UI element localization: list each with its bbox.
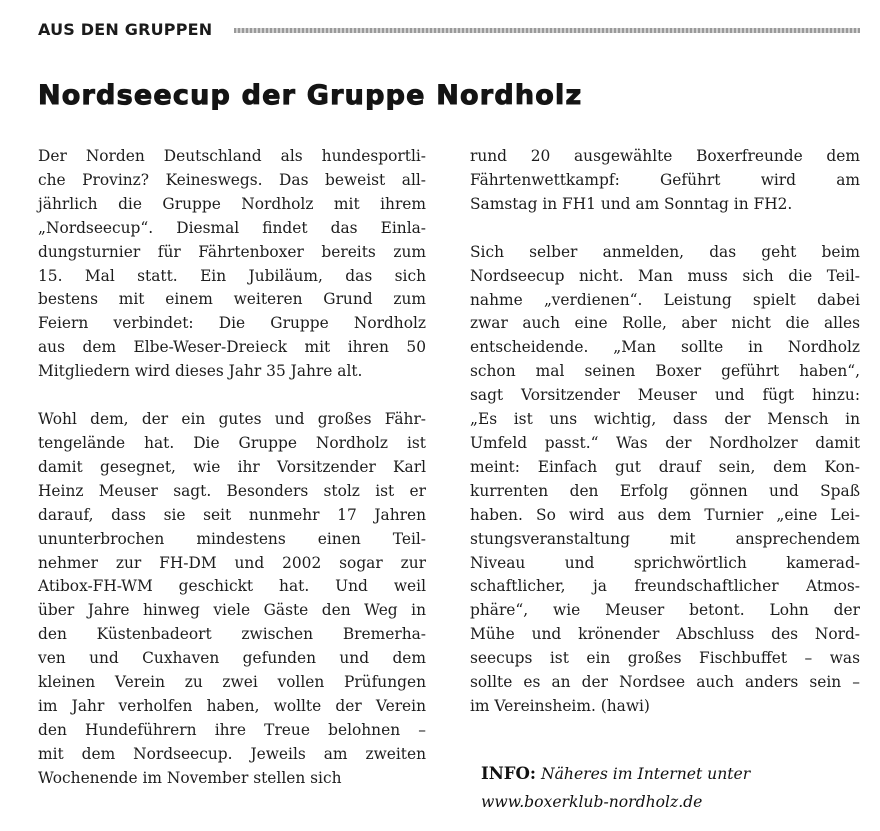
text-line: meint: Einfach gut drauf sein, dem Kon- <box>470 457 860 476</box>
text-line: kleinen Verein zu zwei vollen Prüfungen <box>38 673 426 692</box>
text-line: tengelände hat. Die Gruppe Nordholz ist <box>38 433 426 452</box>
text-line: jährlich die Gruppe Nordholz mit ihrem <box>38 194 426 213</box>
text-line: über Jahre hinweg viele Gäste den Weg in <box>38 601 426 620</box>
text-line: im Vereinsheim. (hawi) <box>470 696 650 715</box>
info-label: INFO: <box>481 764 536 783</box>
text-line: Feiern verbindet: Die Gruppe Nordholz <box>38 314 426 333</box>
text-line: schaftlicher, ja freundschaftlicher Atmos- <box>470 577 860 596</box>
text-line: ven und Cuxhaven gefunden und dem <box>38 649 426 668</box>
text-line: nahme „verdienen“. Leistung spielt dabei <box>470 290 860 309</box>
text-line: Niveau und sprichwörtlich kamerad- <box>470 553 860 572</box>
text-line: aus dem Elbe-Weser-Dreieck mit ihren 50 <box>38 338 426 357</box>
text-line: ununterbrochen mindestens einen Teil- <box>38 529 426 548</box>
text-line: Umfeld passt.“ Was der Nordholzer damit <box>470 433 860 452</box>
article-paragraph <box>38 145 426 384</box>
text-line: Wochenende im November stellen sich <box>38 768 342 787</box>
article-headline: Nordseecup der Gruppe Nordholz <box>38 80 583 111</box>
text-line: Fährtenwettkampf: Geführt wird am <box>470 170 860 189</box>
text-line: stungsveranstaltung mit ansprechendem <box>470 529 860 548</box>
text-line: schon mal seinen Boxer geführt haben“, <box>470 362 860 381</box>
text-line: darauf, dass sie seit nunmehr 17 Jahren <box>38 505 426 524</box>
text-line: Atibox-FH-WM geschickt hat. Und weil <box>38 577 426 596</box>
text-line: seecups ist ein großes Fischbuffet – was <box>470 649 860 668</box>
text-line: Sich selber anmelden, das geht beim <box>470 242 860 261</box>
text-line: zwar auch eine Rolle, aber nicht die alles <box>470 314 860 333</box>
section-label: AUS DEN GRUPPEN <box>38 19 213 39</box>
info-url-link[interactable]: www.boxerklub-nordholz.de <box>481 793 703 811</box>
text-line: sagt Vorsitzender Meuser und fügt hinzu: <box>470 386 860 405</box>
text-line: „Nordseecup“. Diesmal findet das Einla- <box>38 218 426 237</box>
text-line: Der Norden Deutschland als hundesportli- <box>38 147 426 165</box>
text-line: rund 20 ausgewählte Boxerfreunde dem <box>470 147 860 165</box>
article-paragraph <box>38 408 426 791</box>
text-line: che Provinz? Keineswegs. Das beweist all- <box>38 170 426 189</box>
info-box <box>481 760 861 816</box>
text-line: Nordseecup nicht. Man muss sich die Teil- <box>470 266 860 285</box>
text-line: Mühe und krönender Abschluss des Nord- <box>470 625 860 644</box>
info-text: Näheres im Internet unter <box>540 765 751 783</box>
text-line: bestens mit einem weiteren Grund zum <box>38 290 426 309</box>
text-line: „Es ist uns wichtig, dass der Mensch in <box>470 410 860 429</box>
text-line: haben. So wird aus dem Turnier „eine Lei- <box>470 505 860 524</box>
article-paragraph <box>470 145 860 217</box>
text-line: mit dem Nordseecup. Jeweils am zweiten <box>38 744 426 763</box>
text-line: den Hundeführern ihre Treue belohnen – <box>38 720 426 739</box>
text-line: dungsturnier für Fährtenboxer bereits zum <box>38 242 426 261</box>
text-line: 15. Mal statt. Ein Jubiläum, das sich <box>38 266 426 285</box>
article-paragraph <box>470 241 860 719</box>
text-line: phäre“, wie Meuser betont. Lohn der <box>470 601 860 620</box>
article-column-left <box>38 145 426 815</box>
text-line: im Jahr verholfen haben, wollte der Verein <box>38 696 426 715</box>
text-line: Mitgliedern wird dieses Jahr 35 Jahre alt. <box>38 362 363 381</box>
text-line: damit gesegnet, wie ihr Vorsitzender Karl <box>38 457 426 476</box>
text-line: nehmer zur FH-DM und 2002 sogar zur <box>38 553 426 572</box>
text-line: kurrenten den Erfolg gönnen und Spaß <box>470 481 860 500</box>
text-line: Samstag in FH1 und am Sonntag in FH2. <box>470 194 793 213</box>
article-column-right <box>470 145 860 743</box>
text-line: Heinz Meuser sagt. Besonders stolz ist er <box>38 481 426 500</box>
section-divider <box>234 28 860 33</box>
section-header <box>38 17 860 41</box>
text-line: sollte es an der Nordsee auch anders sein – <box>470 673 860 692</box>
text-line: entscheidende. „Man sollte in Nordholz <box>470 338 860 357</box>
text-line: Wohl dem, der ein gutes und großes Fähr- <box>38 410 426 429</box>
text-line: den Küstenbadeort zwischen Bremerha- <box>38 625 426 644</box>
